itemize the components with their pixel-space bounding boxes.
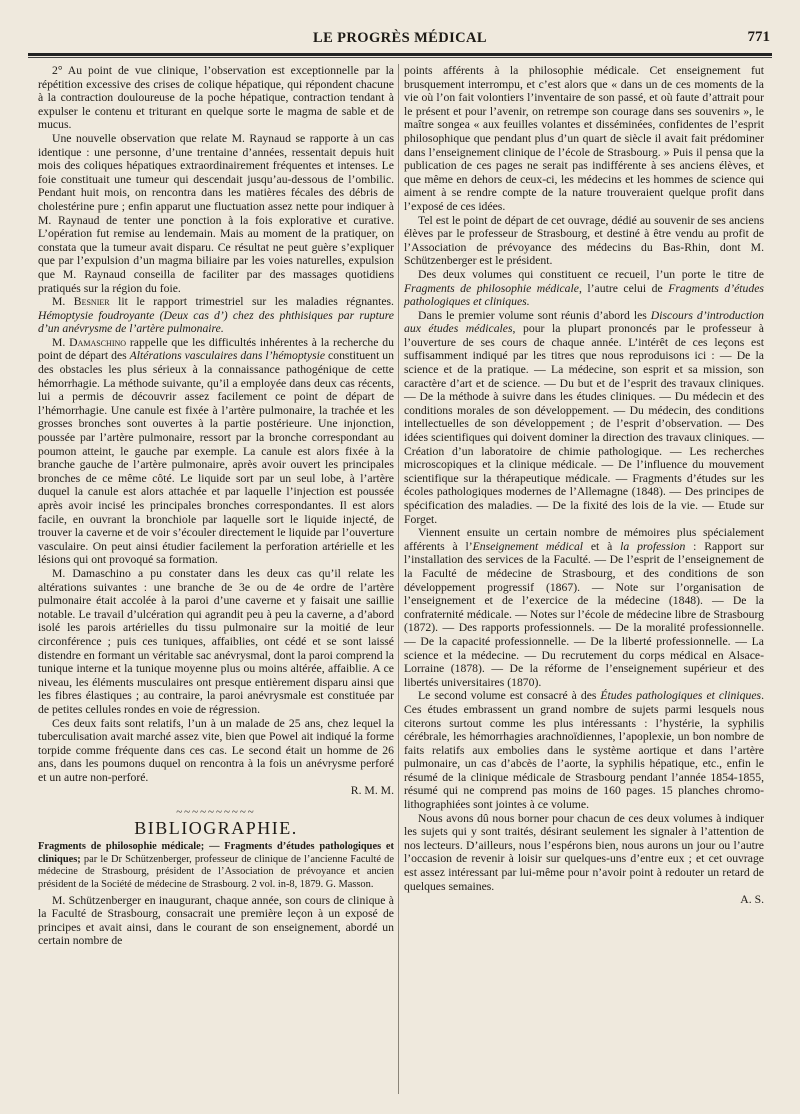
text-run: , l’autre celui de xyxy=(578,281,669,295)
paragraph xyxy=(404,268,764,309)
italic-title: la profession xyxy=(620,539,686,553)
text-run: Des deux volumes qui constituent ce recueil, l’un porte le titre de xyxy=(418,267,764,281)
signature: R. M. M. xyxy=(350,784,394,798)
paragraph xyxy=(404,526,764,689)
italic-title: Hémoptysie foudroyante (Deux cas d’) chez des phthisiques par rupture d’un anévrysme de l’artère pulmonaire. xyxy=(38,308,394,336)
italic-title: Fragments d’études pathologiques et cliniques. xyxy=(404,281,764,309)
section-title: BIBLIOGRAPHIE. xyxy=(134,817,298,838)
paragraph: Une nouvelle observation que relate M. Raynaud se rapporte à un cas identique : une personne, d’une trentaine d’années, ressentait depuis huit mois des coliques hépatiques extraordinairement fréquentes et intenses. Le foie constituait une tumeur qui descendait jusqu’au-dessous de l’ombilic. Pendant huit mois, on rencontra dans les matières fécales des débris de cholestérine pure ; enfin apparut une fluctuation assez nette pour indiquer à M. Raynaud de tenter une ponction à la fois explorative et curative. L’opération fut remise au lendemain. Mais au moment de la pratiquer, on constata que la tumeur avait disparu. Ce résultat ne peut guère s’expliquer que par l’expulsion d’un magma biliaire par les voies naturelles, expulsion que M. Raynaud conseilla de faciliter par des massages quotidiens pratiqués sur la région du foie. xyxy=(38,131,394,295)
text-run: . Ces études embrassent un grand nombre de sujets parmi lesquels nous citerons surtout comme les plus intéressants : l’hystérie, la syphilis cérébrale, les hémorrhagies arachnoïdiennes, l’apoplexie, un bon nombre de faits relatifs aux embolies dans le système aortique et dans l’artère pulmonaire, un cas d’abcès de l’aorte, la syphilis hépatique, etc., enfin le résumé de la clinique médicale de Strasbourg pendant l’année 1854-1855, résumé qui ne comprend pas moins de 160 pages. 15 planches chromo-lithographiées sont jointes à ce volume. xyxy=(404,689,764,812)
column-divider xyxy=(398,64,399,1094)
italic-title: Enseignement médical xyxy=(472,539,584,553)
page-header xyxy=(28,26,772,62)
text-run: rappelle que les difficultés inhérentes à la recherche du point de départ des xyxy=(38,335,394,363)
text-run: constituent un des obstacles les plus sérieux à la connaissance pathogénique de cette hémorrhagie. La méthode suivante, qu’il a employée dans deux cas récents, lui a permis de découvrir assez facilement ce point de départ de l’hémorrhagie. Une canule est fixée à l’artère pulmonaire, la trachée et les grosses bronches sont ouvertes à la partie postérieure. Une injonction, poussée par l’artère pulmonaire, ressort par la bronche correspondant au poumon atteint, le gauche par exemple. La canule est alors fixée à la branche gauche de l’artère pulmonaire, après avoir ouvert les principales bronches de ce même côté. Le liquide sort par un seul lobe, à l’artère duquel la canule est alors attachée et par laquelle l’injection est poussée après avoir incisé les principales bronches correspondantes. Il est alors facile, en ouvrant la bronchiole par laquelle sort le liquide injecté, de trouver la caverne et de voir s’écouler directement le liquide par l’ouverture vasculaire. On peut ainsi étudier facilement la perforation artérielle et les lésions qui ont provoqué sa formation. xyxy=(38,349,394,567)
right-column xyxy=(404,64,764,907)
paragraph: 2° Au point de vue clinique, l’observation est exceptionnelle par la répétition excessive des crises de colique hépatique, qui répondent chacune à la contraction douloureuse de la poche hépatique, contraction tendant à expulser le contenu et triturant en quelque sorte le magma de sable et de mucus. xyxy=(38,64,394,132)
text-run: Dans le premier volume sont réunis d’abord les xyxy=(418,308,651,322)
author-name: M. Damaschino xyxy=(52,335,127,349)
bibliography-entry xyxy=(38,841,394,891)
left-column xyxy=(38,64,394,948)
italic-title: Études pathologiques et cliniques xyxy=(600,689,762,703)
header-rule xyxy=(28,53,772,56)
book-details: par le Dr Schützenberger, professeur de clinique de l’ancienne Faculté de médecine de Strasbourg, président de l’Association de prévoyance et ancien président de la Société de médecine de Strasbourg. 2 vol. in-8, 1879. G. Masson. xyxy=(38,853,394,891)
paragraph xyxy=(38,295,394,336)
book-title: Fragments de philosophie médicale; — Fragments d’études pathologiques et cliniques; xyxy=(38,841,394,865)
author-name: M. Besnier xyxy=(52,295,110,309)
page-number: 771 xyxy=(747,29,770,45)
italic-title: Discours d’introduction aux études médicales xyxy=(404,308,765,336)
journal-title: LE PROGRÈS MÉDICAL xyxy=(313,30,487,46)
text-run: Le second volume est consacré à des xyxy=(418,689,601,703)
paragraph: M. Schützenberger en inaugurant, chaque année, son cours de clinique à la Faculté de Strasbourg, consacrait une première leçon à un exposé de principes et avait ainsi, dans le courant de son enseignement, abordé un certain nombre de xyxy=(38,893,394,948)
paragraph: Ces deux faits sont relatifs, l’un à un malade de 25 ans, chez lequel la tuberculisation avait marché assez vite, bien que Powel ait indiqué la forme torpide comme fréquente dans ces cas. Le second était un homme de 26 ans, dans les poumons duquel on rencontra à la fois un anévrysme perforé et un autre non-perforé. xyxy=(38,716,394,784)
paragraph xyxy=(404,309,764,527)
text-run: et à xyxy=(583,539,621,553)
italic-title: Altérations vasculaires dans l’hémoptysie xyxy=(129,349,326,363)
text-run: : Rapport sur l’installation des services de la Faculté. — De l’esprit de l’enseignement de la Faculté de médecine de Strasbourg, et des conditions de son développement progressif (1867). — Note sur l’organisation de l’enseignement et de l’exercice de la médecine (1848). — De la confraternité médicale. — Notes sur l’école de médecine libre de Strasbourg (1872). — Des rapports professionnels. — De la moralité professionnelle. — De la capacité professionnelle. — De la liberté professionnelle. — La science et la médecine. — Du recrutement du corps médical en Alsace-Lorraine (1878). — De la réforme de l’enseignement supérieur et des libertés universitaires (1870). xyxy=(404,539,765,689)
text-run: , pour la plupart prononcés par le professeur à l’ouverture de ses cours de chaque année. L’intérêt de ces leçons est suffisamment indiqué par les titres que nous reproduisons ici : — De la science et de la pratique. — La médecine, son esprit et sa mission, son caractère d’art et de science. — Du but et de l’esprit des travaux cliniques. — De la méthode à suivre dans les études cliniques. — Du médecin et des conditions morales de son développement. — Du médecin, des conditions intellectuelles de son développement ; de l’esprit d’observation. — Des idées scientifiques qui doivent dominer la direction des travaux cliniques. — Création d’un laboratoire de chimie pathologique. — Les recherches microscopiques et la clinique médicale. — De l’influence du mouvement scientifique sur la thérapeutique médicale. — Fragments d’études sur les écoles pathologiques modernes de l’Allemagne (1848). — Des principes de spécification des maladies. — De la fixité des lois de la vie. — Etude sur Forget. xyxy=(404,322,764,526)
text-run: lit le rapport trimestriel sur les maladies régnantes. xyxy=(109,295,394,309)
paragraph: M. Damaschino a pu constater dans les deux cas qu’il relate les altérations suivantes : une branche de 3e ou de 4e ordre de l’artère pulmonaire était accolée à la paroi d’une caverne et y faisait une saillie notable. Le travail d’ulcération qui agrandit peu à peu la caverne, a d’abord isolé les parois artérielles du tissu pulmonaire sur la moitié de leur circonférence ; puis ces tuniques, affaiblies, ont cédé et se sont laissé distendre en formant un véritable sac anévrysmal, dont la paroi comprend la tunique interne et la tunique moyenne plus ou moins altérée, affaiblie. A ce niveau, les éléments musculaires ont presque entièrement disparu ainsi que les fibres élastiques ; au contraire, la paroi anévrysmale est constituée par de petites cellules rondes en voie de régression. xyxy=(38,566,394,716)
text-run: Viennent ensuite un certain nombre de mémoires plus spécialement afférents à l’ xyxy=(404,526,764,553)
paragraph: points afférents à la philosophie médicale. Cet enseignement fut brusquement interrompu, et c’est alors que « dans un de ces moments de la vie où l’on fait volontiers l’inventaire de son passé, et où faute d’attrait pour le présent et pour l’avenir, on retrempe son courage dans ses souvenirs », le maître songea « aux feuilles volantes et disséminées, confidentes de l’esprit philosophique que pendant plus d’un quart de siècle il avait fait prédominer dans l’enseignement clinique de l’école de Strasbourg. » Puis il pensa que la publication de ces pages ne serait pas indifférente à ses anciens élèves, et que même en dehors de ceux-ci, les médecins et les hommes de science qui aiment à se rendre compte de la nature trouveraient quelque profit dans l’exposé de ces idées. xyxy=(404,64,764,213)
paragraph xyxy=(38,336,394,567)
italic-title: Fragments de philosophie médicale xyxy=(404,281,579,295)
paragraph: Tel est le point de départ de cet ouvrage, dédié au souvenir de ses anciens élèves par le professeur de Strasbourg, et destiné à être vendu au profit de l’Association de prévoyance des médecins du Bas-Rhin, dont M. Schützenberger est le président. xyxy=(404,213,764,268)
paragraph: Nous avons dû nous borner pour chacun de ces deux volumes à indiquer les sujets qui y sont traités, désirant seulement les signaler à l’attention de nos lecteurs. D’ailleurs, nous l’espérons bien, nous aurons un jour ou l’autre l’occasion de revenir à loisir sur quelques-uns d’entre eux ; et cet ouvrage est assez intéressant par lui-même pour n’avoir point à redouter un retard de quelques semaines. xyxy=(404,811,764,893)
paragraph xyxy=(404,689,764,811)
signature: A. S. xyxy=(740,893,764,907)
ornament-divider: ~~~~~~~~~~ xyxy=(176,806,256,819)
header-rule-thin xyxy=(28,57,772,58)
